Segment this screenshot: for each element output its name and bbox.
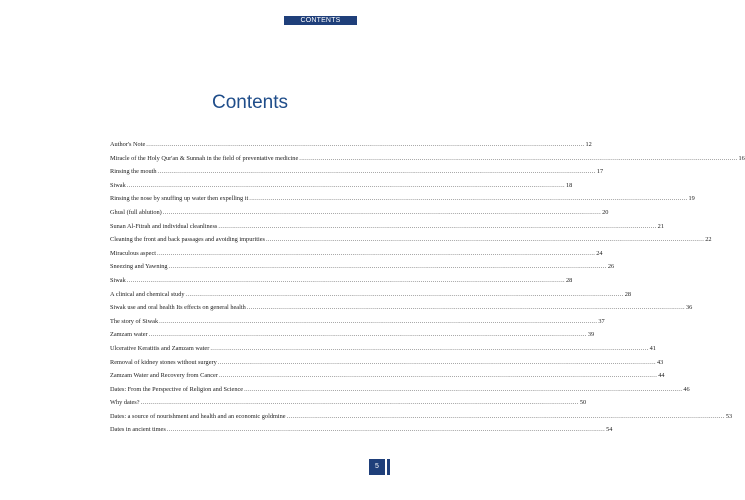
toc-entry-title: Author's Note bbox=[110, 141, 146, 148]
toc-entry-page: 26 bbox=[607, 263, 615, 271]
toc-entry[interactable] bbox=[110, 412, 733, 427]
toc-entry-page: 22 bbox=[705, 236, 712, 244]
toc-entry[interactable] bbox=[110, 317, 605, 332]
toc-entry[interactable] bbox=[110, 222, 664, 237]
toc-entry[interactable] bbox=[110, 141, 592, 155]
toc-entry[interactable] bbox=[110, 154, 745, 169]
toc-entry-title: Miraculous aspect bbox=[110, 249, 156, 257]
toc-entry-title: Siwak bbox=[110, 276, 126, 284]
toc-entry[interactable] bbox=[110, 263, 615, 277]
toc-entry[interactable] bbox=[110, 276, 573, 291]
toc-entry[interactable] bbox=[110, 168, 604, 182]
toc-entry[interactable] bbox=[110, 358, 664, 373]
toc-leader-dots bbox=[218, 359, 656, 367]
toc-leader-dots bbox=[127, 182, 565, 190]
toc-entry-title: Sneezing and Yawning bbox=[110, 263, 168, 271]
toc-entry-title: Rinsing the mouth bbox=[110, 168, 157, 176]
toc-entry-page: 41 bbox=[649, 344, 656, 352]
toc-entry[interactable] bbox=[110, 195, 695, 209]
toc-leader-dots bbox=[186, 291, 624, 299]
toc-entry-title: The story of Siwak bbox=[110, 317, 159, 325]
toc-entry-page: 37 bbox=[598, 317, 605, 325]
toc-entry-page: 50 bbox=[579, 399, 587, 407]
toc-entry-title: Siwak use and oral health Its effects on general health bbox=[110, 304, 246, 312]
toc-entry-title: Ghusl (full ablution) bbox=[110, 208, 162, 216]
toc-entry[interactable] bbox=[110, 344, 656, 359]
toc-entry-page: 12 bbox=[585, 141, 592, 148]
toc-entry-page: 54 bbox=[606, 426, 613, 434]
toc-entry-title: A clinical and chemical study bbox=[110, 290, 185, 298]
toc-entry[interactable] bbox=[110, 331, 595, 345]
toc-entry[interactable] bbox=[110, 249, 603, 264]
toc-entry[interactable] bbox=[110, 181, 573, 196]
toc-entry-page: 44 bbox=[658, 372, 665, 380]
toc-leader-dots bbox=[158, 168, 596, 176]
toc-entry-page: 39 bbox=[587, 331, 595, 339]
toc-leader-dots bbox=[299, 155, 737, 163]
toc-entry-title: Ulcerative Keratitis and Zamzam water bbox=[110, 344, 210, 352]
toc-leader-dots bbox=[218, 223, 656, 231]
toc-entry-title: Dates in ancient times bbox=[110, 426, 166, 434]
toc-entry-title: Rinsing the nose by snuffing up water then expelling it bbox=[110, 195, 249, 203]
toc-entry-page: 28 bbox=[624, 290, 632, 298]
toc-leader-dots bbox=[169, 263, 607, 271]
toc-entry-page: 28 bbox=[566, 276, 573, 284]
toc-leader-dots bbox=[157, 250, 595, 258]
toc-entry-title: Cleaning the front and back passages and avoiding impurities bbox=[110, 236, 265, 244]
toc-leader-dots bbox=[146, 141, 584, 149]
toc-entry-page: 17 bbox=[596, 168, 604, 176]
toc-entry-title: Miracle of the Holy Qur'an & Sunnah in the field of preventative medicine bbox=[110, 154, 299, 162]
toc-entry-title: Siwak bbox=[110, 181, 126, 189]
table-of-contents bbox=[110, 141, 745, 440]
toc-entry-page: 19 bbox=[688, 195, 695, 203]
toc-leader-dots bbox=[219, 372, 657, 380]
toc-entry-title: Why dates? bbox=[110, 399, 140, 407]
toc-leader-dots bbox=[141, 399, 579, 407]
toc-entry-page: 20 bbox=[602, 208, 609, 216]
toc-entry[interactable] bbox=[110, 208, 609, 223]
toc-entry[interactable] bbox=[110, 399, 587, 413]
toc-leader-dots bbox=[167, 426, 605, 434]
page-number: 5 bbox=[369, 459, 385, 475]
toc-entry[interactable] bbox=[110, 426, 613, 440]
toc-leader-dots bbox=[210, 345, 648, 353]
toc-leader-dots bbox=[266, 236, 704, 244]
page-number-bar bbox=[387, 459, 390, 475]
toc-entry[interactable] bbox=[110, 236, 712, 250]
toc-entry-title: Zamzam water bbox=[110, 331, 148, 339]
section-header-tab: CONTENTS bbox=[284, 16, 357, 25]
toc-entry-title: Dates: From the Perspective of Religion and Science bbox=[110, 385, 244, 393]
toc-leader-dots bbox=[247, 304, 685, 312]
toc-entry-page: 43 bbox=[657, 358, 664, 366]
toc-entry-title: Dates: a source of nourishment and health and an economic goldmine bbox=[110, 412, 286, 420]
toc-entry-title: Sunan Al-Fitrah and individual cleanliness bbox=[110, 222, 218, 230]
page-title: Contents bbox=[211, 92, 289, 113]
toc-entry-page: 24 bbox=[596, 249, 603, 257]
toc-entry-page: 16 bbox=[738, 154, 745, 162]
toc-leader-dots bbox=[287, 413, 725, 421]
toc-entry-title: Removal of kidney stones without surgery bbox=[110, 358, 217, 366]
toc-entry-page: 18 bbox=[566, 181, 573, 189]
toc-leader-dots bbox=[163, 209, 601, 217]
toc-leader-dots bbox=[149, 331, 587, 339]
toc-entry-page: 46 bbox=[683, 385, 690, 393]
toc-leader-dots bbox=[244, 386, 682, 394]
toc-entry[interactable] bbox=[110, 385, 690, 400]
toc-entry[interactable] bbox=[110, 304, 693, 318]
toc-leader-dots bbox=[249, 195, 687, 203]
toc-entry-page: 21 bbox=[657, 222, 664, 230]
toc-entry-title: Zamzam Water and Recovery from Cancer bbox=[110, 372, 218, 380]
toc-leader-dots bbox=[127, 277, 565, 285]
toc-entry[interactable] bbox=[110, 372, 665, 386]
toc-leader-dots bbox=[159, 318, 597, 326]
toc-entry-page: 53 bbox=[725, 412, 733, 420]
toc-entry[interactable] bbox=[110, 290, 632, 305]
toc-entry-page: 36 bbox=[686, 304, 693, 312]
